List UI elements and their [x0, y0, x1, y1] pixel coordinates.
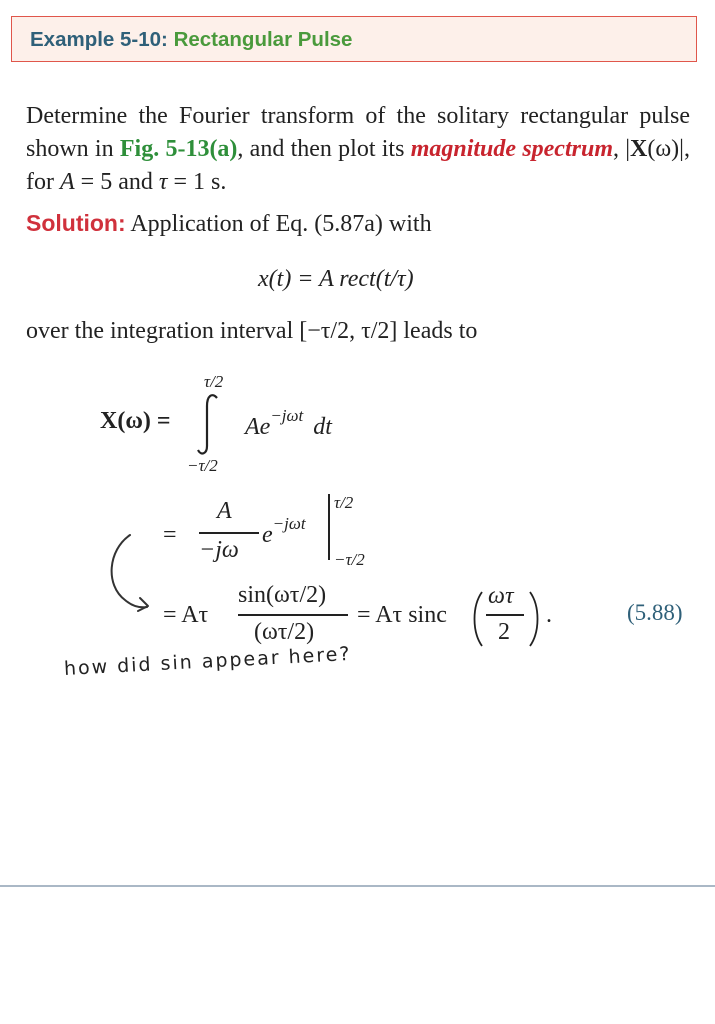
exp-e: e [262, 522, 273, 548]
problem-text-2: , and then plot its [237, 136, 411, 162]
fraction-denominator: −jω [199, 537, 239, 563]
eval-lower-limit: −τ/2 [334, 550, 365, 569]
equation-number: (5.88) [627, 600, 683, 625]
integrand-Ae: Ae [245, 414, 271, 440]
sinc-numerator: ωτ [488, 583, 514, 609]
example-number: Example 5-10: [30, 28, 168, 51]
solution-label: Solution: [26, 210, 126, 236]
lhs-text: X(ω) = [100, 408, 171, 434]
period: . [546, 602, 552, 628]
interval-text: over the integration interval [−τ/2, τ/2] leads to [26, 318, 478, 344]
sinc-denominator: 2 [498, 619, 510, 645]
handwritten-note: how did sin appear here? [63, 642, 352, 680]
sinc-prefix: = Aτ sinc [357, 602, 447, 628]
problem-text-6: = 1 s. [167, 169, 227, 195]
solution-text: Application of Eq. (5.87a) with [130, 211, 432, 237]
exp-exponent: −jωt [272, 514, 306, 533]
problem-text-5: = 5 and [74, 169, 159, 195]
x-definition-equation: x(t) = A rect(t/τ) [258, 266, 414, 292]
problem-text-3: , | [612, 136, 631, 162]
integrand-dt: dt [313, 414, 332, 440]
problem-text-4: (ω)|, for [26, 136, 690, 195]
variable-A: A [59, 169, 75, 195]
result-prefix-text: = Aτ [163, 602, 209, 628]
problem-text-1: Determine the Fourier transform of the solitary rectangular pulse shown in [26, 103, 690, 162]
figure-reference-link[interactable]: Fig. 5-13(a) [119, 136, 238, 162]
integral-lower-limit: −τ/2 [187, 456, 218, 475]
key-term-magnitude-spectrum: magnitude spectrum [410, 136, 613, 162]
integral-upper-limit: τ/2 [204, 372, 224, 391]
example-title: Rectangular Pulse [173, 28, 353, 51]
integrand-exponent: −jωt [270, 406, 304, 425]
eval-upper-limit: τ/2 [334, 493, 354, 512]
fraction-numerator-A: A [217, 498, 232, 524]
vector-X: X [630, 136, 648, 162]
sin-denominator: (ωτ/2) [254, 619, 315, 645]
sin-numerator: sin(ωτ/2) [238, 582, 327, 608]
page-divider [0, 885, 715, 887]
variable-tau: τ [158, 169, 168, 195]
eq-sign-2: = [163, 522, 177, 548]
